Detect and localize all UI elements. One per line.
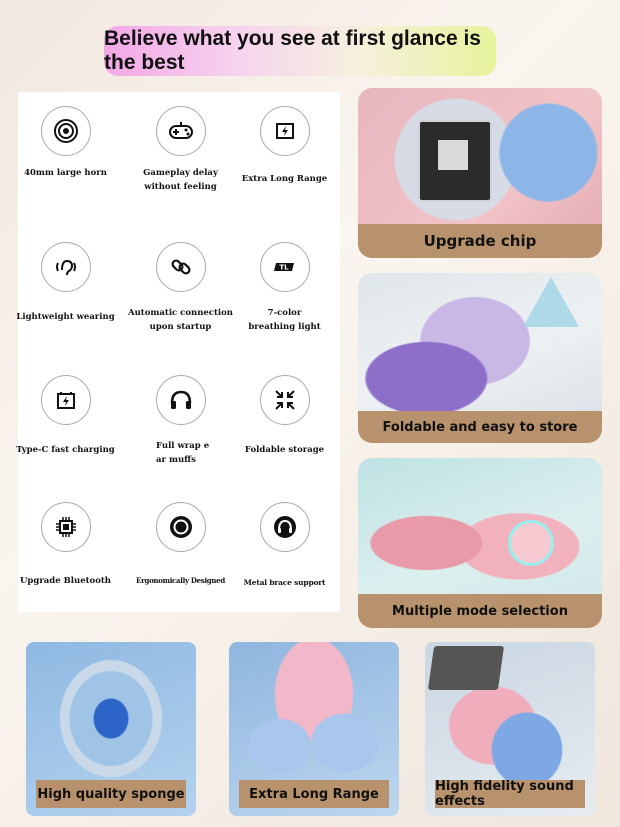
feature-label: 40mm large horn: [24, 168, 107, 178]
photo-caption: [435, 780, 585, 808]
caption-text: High quality sponge: [37, 786, 185, 802]
feature-label: Foldable storage: [244, 445, 325, 455]
feature-label: 7-color breathing light: [248, 308, 321, 332]
svg-text:TL: TL: [278, 263, 289, 272]
feature-label: Ergonomically Designed: [136, 576, 225, 585]
battery-charging-icon: [41, 375, 91, 425]
feature-grid: [18, 92, 340, 612]
feature-item-earmuffs: [128, 375, 233, 467]
caption-text: Foldable and easy to store: [382, 419, 578, 435]
speaker-horn-icon: [41, 106, 91, 156]
feature-label: Metal brace support: [243, 578, 326, 587]
product-photo-sound: [425, 642, 595, 816]
feature-label: Type-C fast charging: [16, 445, 115, 455]
headset-icon: [260, 502, 310, 552]
feature-item-foldable: [232, 375, 337, 457]
feature-label: Extra Long Range: [241, 174, 328, 184]
product-photo-foldable: [358, 273, 602, 443]
rgb-light-panel: [508, 520, 554, 566]
feature-label: Full wrap e ar muffs: [156, 441, 210, 465]
cat-ear-light: [523, 277, 579, 327]
ring-icon: [156, 502, 206, 552]
photo-caption: [239, 780, 389, 808]
link-icon: [156, 242, 206, 292]
collapse-arrows-icon: [260, 375, 310, 425]
feature-item-lightweight: [13, 242, 118, 324]
feature-item-horn: [13, 106, 118, 180]
chip-core: [438, 140, 468, 170]
product-photo-modes: [358, 458, 602, 628]
caption-text: Upgrade chip: [423, 232, 537, 250]
caption-text: Multiple mode selection: [392, 603, 568, 619]
ear-icon: [41, 242, 91, 292]
feature-item-gameplay: [128, 106, 233, 194]
photo-caption: [358, 411, 602, 443]
range-icon: [260, 106, 310, 156]
light-mode-icon: [260, 242, 310, 292]
chip-icon: [41, 502, 91, 552]
feature-item-autoconnect: [128, 242, 233, 334]
feature-label: Automatic connection upon startup: [128, 308, 233, 332]
caption-text: Extra Long Range: [249, 786, 379, 802]
gamepad-icon: [156, 106, 206, 156]
product-photo-range: [229, 642, 399, 816]
feature-item-ergonomic: [128, 502, 233, 588]
feature-label: Gameplay delay without feeling: [143, 168, 218, 192]
headline-banner: [104, 26, 496, 76]
feature-label: Lightweight wearing: [16, 312, 115, 322]
photo-caption: [358, 224, 602, 258]
photo-caption: [36, 780, 186, 808]
product-photo-sponge: [26, 642, 196, 816]
feature-item-typec: [13, 375, 118, 457]
photo-caption: [358, 594, 602, 628]
feature-item-range: [232, 106, 337, 186]
headphones-icon: [156, 375, 206, 425]
feature-item-light: [232, 242, 337, 334]
feature-item-brace: [232, 502, 337, 590]
feature-item-bluetooth: [13, 502, 118, 588]
laptop-shape: [428, 646, 504, 690]
headline-text: Believe what you see at first glance is the best: [104, 27, 481, 74]
product-photo-chip: [358, 88, 602, 258]
caption-text: High fidelity sound effects: [435, 779, 574, 809]
feature-label: Upgrade Bluetooth: [20, 576, 111, 586]
